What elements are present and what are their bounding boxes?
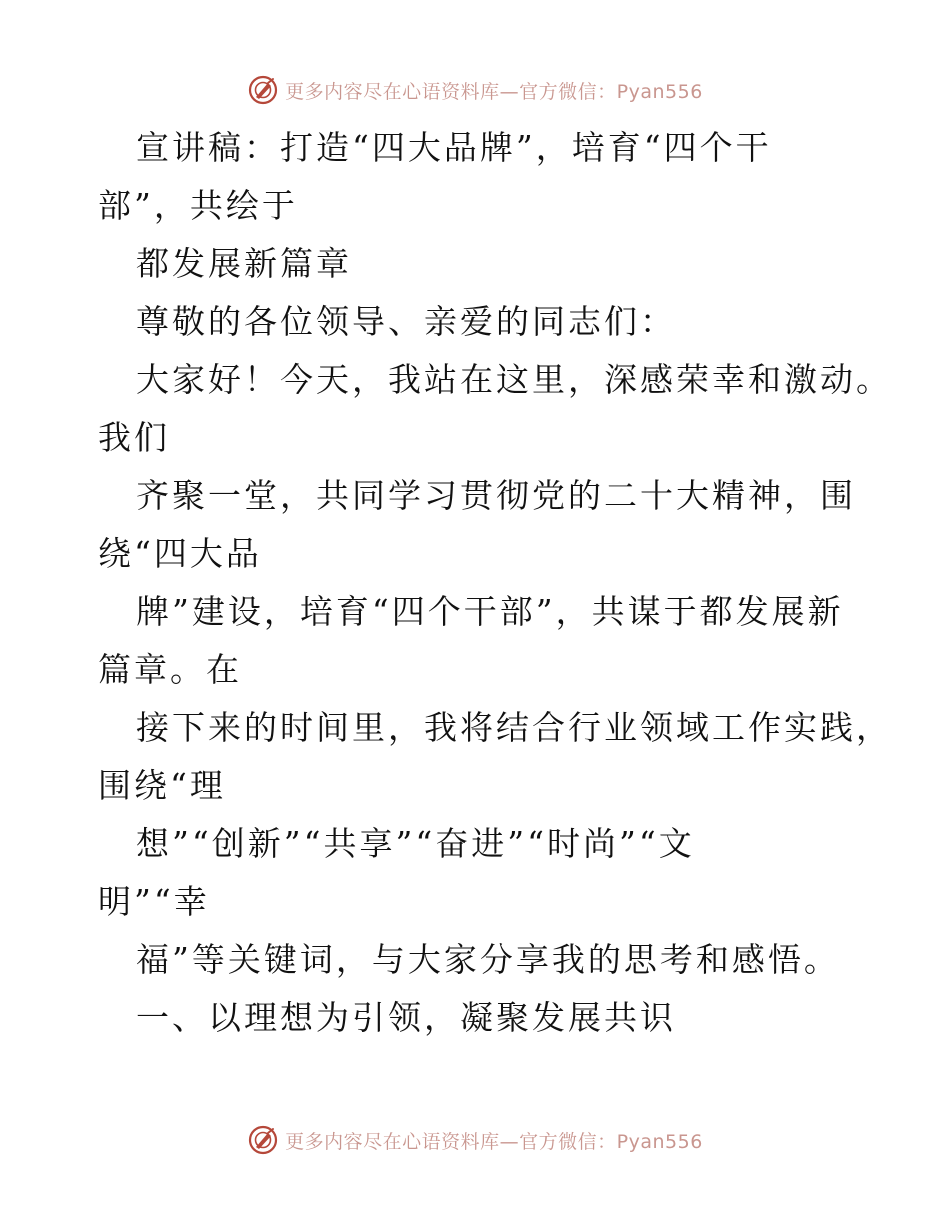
footer-watermark (0, 1120, 950, 1160)
pen-nib-circle-icon (247, 74, 279, 106)
paragraph-line: 齐聚一堂，共同学习贯彻党的二十大精神，围 (136, 476, 856, 515)
paragraph-line: 围绕“理 (98, 766, 226, 805)
paragraph-line: 接下来的时间里，我将结合行业领域工作实践， (136, 708, 892, 747)
salutation: 尊敬的各位领导、亲爱的同志们： (136, 302, 676, 341)
section-heading: 一、以理想为引领，凝聚发展共识 (136, 998, 676, 1037)
title-line-2: 部”，共绘于 (98, 186, 298, 225)
paragraph-line: 福”等关键词，与大家分享我的思考和感悟。 (136, 940, 840, 979)
watermark-text: 更多内容尽在心语资料库—官方微信：Pyan556 (285, 1130, 703, 1153)
header-watermark (0, 70, 950, 110)
paragraph-line: 牌”建设，培育“四个干部”，共谋于都发展新 (136, 592, 844, 631)
paragraph-line: 明”“幸 (98, 882, 210, 921)
paragraph-line: 绕“四大品 (98, 534, 262, 573)
paragraph-line: 篇章。在 (98, 650, 242, 689)
title-line-1: 宣讲稿：打造“四大品牌”，培育“四个干 (136, 128, 772, 167)
watermark-text: 更多内容尽在心语资料库—官方微信：Pyan556 (285, 80, 703, 103)
title-line-3: 都发展新篇章 (136, 244, 352, 283)
paragraph-line: 想”“创新”“共享”“奋进”“时尚”“文 (136, 824, 695, 863)
paragraph-line: 大家好！今天，我站在这里，深感荣幸和激动。 (136, 360, 892, 399)
pen-nib-circle-icon (247, 1124, 279, 1156)
paragraph-line: 我们 (98, 418, 170, 457)
